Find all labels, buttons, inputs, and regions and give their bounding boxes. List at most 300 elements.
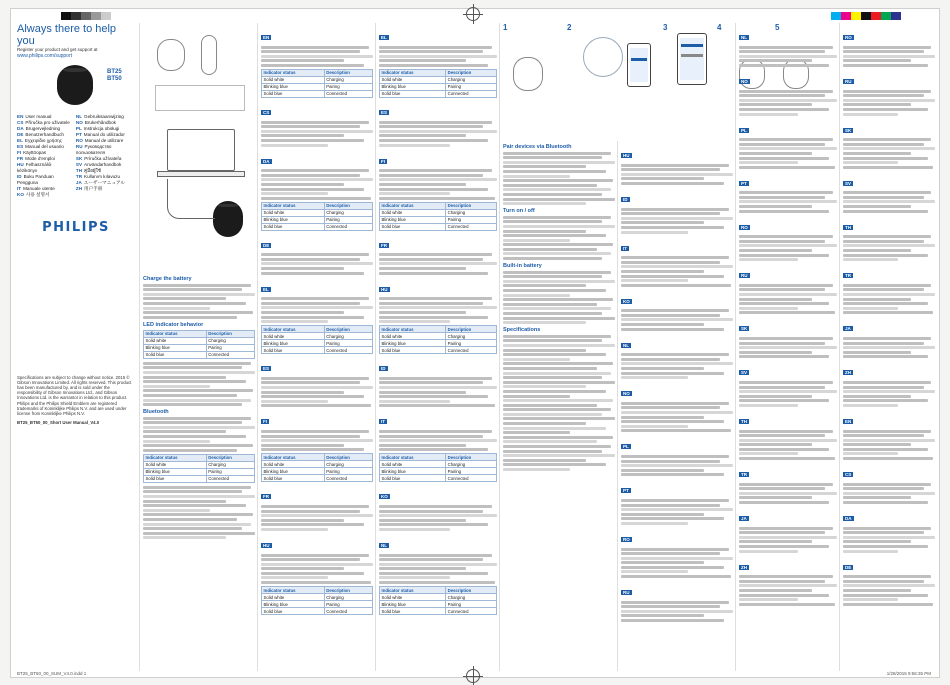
text-line [379,139,488,142]
table-row [262,216,373,223]
text-line [503,413,602,416]
language-tag: FI [263,419,267,425]
text-line [621,619,724,622]
table-header-cell: Indicator status [380,202,446,209]
text-line [261,55,373,58]
language-block [739,361,837,379]
language-tag: DE [845,564,852,570]
text-line [739,448,829,451]
language-code: CS [17,119,24,125]
language-code: FR [17,155,24,161]
text-line [261,377,369,380]
text-line [843,161,898,164]
text-line [621,217,733,220]
text-line [621,328,724,331]
text-line [739,536,837,539]
text-line [261,567,344,570]
language-tag: FI [381,158,385,164]
text-line [621,610,733,613]
language-code: IT [17,185,22,191]
text-line [843,452,898,455]
led-status-table [379,69,497,98]
language-name: Kullanım kılavuzu [84,173,121,179]
language-tag: EN [263,35,270,40]
text-line [503,294,570,297]
text-line [261,253,369,256]
text-line [843,108,928,111]
column-divider [499,23,500,671]
text-line [143,518,237,521]
text-line [143,440,210,443]
text-line [739,492,837,495]
step-number: 4 [717,23,722,32]
language-code: ZH [75,185,83,191]
language-block [379,234,497,252]
text-line [621,376,688,379]
text-line [843,439,935,442]
text-line [739,138,833,141]
text-line [261,258,360,261]
text-line [843,603,933,606]
text-line [843,249,911,252]
language-tag: CS [845,472,852,478]
table-row [380,468,497,475]
table-header-cell: Description [446,69,497,76]
language-tag: PT [741,180,747,186]
text-line [739,390,837,393]
text-line [621,231,688,234]
text-line [503,184,597,187]
text-line [621,265,733,268]
table-row [380,209,497,216]
table-row [380,347,497,354]
speaker-outline-icon [157,39,185,71]
text-line [379,386,497,389]
table-cell: Solid blue [144,351,207,358]
text-line [621,261,720,264]
text-line [261,178,373,181]
text-line [621,164,729,167]
text-line [261,197,371,200]
table-row [380,608,497,615]
table-cell: Solid white [380,461,446,468]
text-line [503,390,606,393]
language-block [261,234,373,252]
text-line [261,302,360,305]
text-line [621,455,729,458]
language-block [379,278,497,296]
text-line [843,235,931,238]
language-tag: TH [741,418,747,424]
language-tag: RO [741,224,748,230]
text-line [503,243,613,246]
text-line [843,302,928,305]
text-line [843,443,911,446]
language-tag: HU [381,286,388,292]
table-row [262,340,373,347]
table-row [380,216,497,223]
text-line [739,457,835,460]
text-line [843,143,924,146]
table-row [262,468,373,475]
table-cell: Charging [206,337,254,344]
model-bt50: BT50 [107,75,122,82]
language-code: EL [17,137,23,143]
table-cell: Charging [324,209,372,216]
text-line [143,366,242,369]
table-cell: Solid blue [144,475,207,482]
text-line [143,421,242,424]
text-line [739,584,837,587]
language-block [739,119,837,137]
table-row [262,461,373,468]
table-row [380,461,497,468]
text-line [261,576,328,579]
section-heading: Specifications [503,327,541,334]
language-block [843,70,935,88]
text-line [143,371,255,374]
text-line [621,460,720,463]
instruction-text [379,26,497,615]
text-line [739,342,825,345]
text-line [621,508,733,511]
table-cell: Solid blue [262,347,325,354]
text-line [739,452,798,455]
bluetooth-signal-icon [583,37,623,77]
text-line [843,200,935,203]
language-code: FI [17,149,22,155]
text-line [843,191,931,194]
language-name: Käyttöopas [23,149,47,155]
text-line [621,473,724,476]
text-line [739,603,835,606]
table-cell: Solid white [262,333,325,340]
text-line [261,505,369,508]
table-row [144,468,255,475]
text-line [261,514,373,517]
text-line [261,400,328,403]
language-block [379,26,497,44]
text-line [739,337,833,340]
text-line [503,165,586,168]
text-line [143,430,226,433]
text-line [261,267,344,270]
table-row [380,601,497,608]
language-name: Brugervejledning [25,125,61,131]
text-line [261,510,360,513]
text-line [739,381,833,384]
table-cell: Connected [446,90,497,97]
text-line [503,257,602,260]
color-calibration-bar-right [831,12,901,20]
table-cell: Solid white [144,461,207,468]
text-line [739,395,812,398]
table-cell: Solid blue [262,223,325,230]
language-block [843,216,935,234]
language-tag: DA [263,158,270,164]
color-calibration-bar-left [61,12,111,20]
table-cell: Charging [324,594,372,601]
table-header-cell: Description [446,587,497,594]
language-block [379,357,497,375]
language-tag: IT [623,245,627,251]
section-heading: Built-in battery [503,263,542,270]
text-line [621,173,733,176]
text-line [503,367,597,370]
text-line [843,584,935,587]
text-line [261,64,364,67]
language-name: 用户手册 [84,185,103,191]
product-row [17,63,135,111]
language-tag: TR [845,273,851,279]
text-line [379,46,492,49]
column-divider [839,23,840,671]
table-row [380,90,497,97]
text-line [739,307,798,310]
text-line [143,509,210,512]
language-name: Mode d'emploi [25,155,55,161]
table-cell: Pairing [206,468,254,475]
language-name: Benutzerhandbuch [25,131,64,137]
text-line [843,113,898,116]
text-line [843,55,935,58]
text-line [621,416,704,419]
table-header-cell: Description [324,69,372,76]
text-line [739,157,829,160]
text-column-6 [621,141,733,671]
led-status-table [143,330,255,359]
text-line [261,262,373,265]
table-header-cell: Description [324,326,372,333]
text-line [503,362,613,365]
text-line [503,372,611,375]
table-header-cell: Indicator status [144,330,207,337]
text-line [843,307,898,310]
language-tag: PL [741,127,747,133]
text-line [503,303,597,306]
table-cell: Blinking blue [380,216,446,223]
text-line [843,138,931,141]
support-url-link[interactable]: www.philips.com/support [17,52,73,59]
language-item [76,186,135,192]
language-block [621,237,733,255]
table-row [262,475,373,482]
text-line [739,386,825,389]
text-line [739,288,825,291]
language-tag: RO [845,35,852,40]
text-line [503,349,586,352]
language-name: 사용 설명서 [25,191,50,197]
step-number: 2 [567,23,572,32]
led-status-table [379,586,497,615]
text-line [379,262,497,265]
instruction-text [621,144,733,622]
text-line [739,64,829,67]
text-line [143,435,246,438]
speaker-charging-image [213,201,243,237]
text-line [143,449,237,452]
text-line [261,395,364,398]
text-line [621,309,729,312]
philips-logo: PHILIPS [42,219,110,235]
text-line [621,353,729,356]
text-line [503,440,597,443]
text-line [503,339,602,342]
text-line [843,288,924,291]
text-line [379,400,450,403]
smartphone-icon [627,43,651,87]
language-block [843,172,935,190]
column-divider [617,141,618,671]
table-cell: Pairing [324,468,372,475]
laptop-illustration [143,123,255,273]
text-line [739,147,837,150]
table-cell: Connected [324,90,372,97]
table-header-cell: Indicator status [144,454,207,461]
text-line [503,353,606,356]
safety-box-icon [155,85,245,111]
text-line [379,576,450,579]
text-line [503,399,613,402]
text-line [261,183,344,186]
text-line [261,134,344,137]
instruction-text [843,26,935,606]
text-line [843,487,924,490]
table-cell: Connected [324,608,372,615]
laptop-base-icon [157,171,245,177]
text-line [739,430,833,433]
text-line [739,298,812,301]
led-status-table [143,454,255,483]
language-block [843,264,935,282]
text-line [843,545,928,548]
text-line [379,302,483,305]
text-line [621,279,688,282]
text-line [143,376,226,379]
text-line [379,306,497,309]
language-list [17,114,135,198]
language-tag: RU [623,590,630,596]
language-code: DE [17,131,24,137]
table-cell: Pairing [446,216,497,223]
table-header-cell: Description [324,587,372,594]
text-line [843,390,935,393]
language-tag: NO [741,78,748,84]
table-header-cell: Indicator status [380,326,446,333]
text-line [143,399,251,402]
text-line [143,513,253,516]
text-line [143,403,242,406]
section-heading: Pair devices via Bluetooth [503,144,572,150]
text-line [739,439,837,442]
text-line [503,404,597,407]
text-line [843,205,911,208]
text-line [503,427,606,430]
text-column-3 [261,23,373,671]
language-tag: PL [623,444,629,450]
text-line [621,522,688,525]
language-tag: FR [381,242,387,248]
language-block [739,172,837,190]
text-line [503,175,570,178]
table-row [144,475,255,482]
text-line [261,188,364,191]
text-column-7 [739,23,837,671]
language-block [261,150,373,168]
text-line [503,220,602,223]
language-tag: JA [845,326,851,332]
language-name: Felhasználói kézikönyv [17,161,52,173]
brand-block [17,220,135,235]
text-line [143,297,226,300]
text-line [843,50,924,53]
text-line [379,523,488,526]
text-line [379,391,466,394]
text-line [503,161,615,164]
text-line [843,254,928,257]
text-line [261,59,344,62]
text-line [621,182,724,185]
text-line [621,411,733,414]
language-block [261,101,373,119]
text-line [503,275,602,278]
text-line [379,381,483,384]
text-line [261,169,369,172]
table-row [144,461,255,468]
text-line [379,272,488,275]
text-line [143,293,255,296]
text-line [143,532,255,535]
text-line [503,358,570,361]
text-line [739,50,825,53]
text-line [843,240,924,243]
text-line [503,321,586,324]
cover-subtitle: Register your product and get support at [17,47,98,52]
model-bt25: BT25 [107,68,122,75]
package-contents [143,23,255,123]
table-cell: Solid blue [262,475,325,482]
footer-timestamp: 1/28/2015 9:56:35 PM [886,671,931,676]
text-line [261,404,371,407]
language-block [843,463,935,481]
text-line [621,614,704,617]
text-line [739,161,798,164]
table-cell: Connected [446,608,497,615]
text-line [379,435,483,438]
text-line [843,430,931,433]
text-line [379,125,483,128]
text-line [843,64,928,67]
text-line [379,510,483,513]
table-cell: Solid white [380,76,446,83]
usb-cable-icon [201,35,217,75]
text-line [379,395,488,398]
text-line [379,174,483,177]
table-row [262,601,373,608]
text-line [503,317,615,320]
text-line [843,598,898,601]
table-cell: Charging [446,76,497,83]
text-line [379,267,466,270]
table-cell: Solid white [262,461,325,468]
language-name: Buku Panduan Pengguna [17,173,54,185]
table-row [380,333,497,340]
language-block [843,317,935,335]
language-tag: JA [741,516,747,522]
text-line [261,430,369,433]
language-name: Εγχειρίδιο χρήσης [24,137,62,143]
text-line [261,46,369,49]
